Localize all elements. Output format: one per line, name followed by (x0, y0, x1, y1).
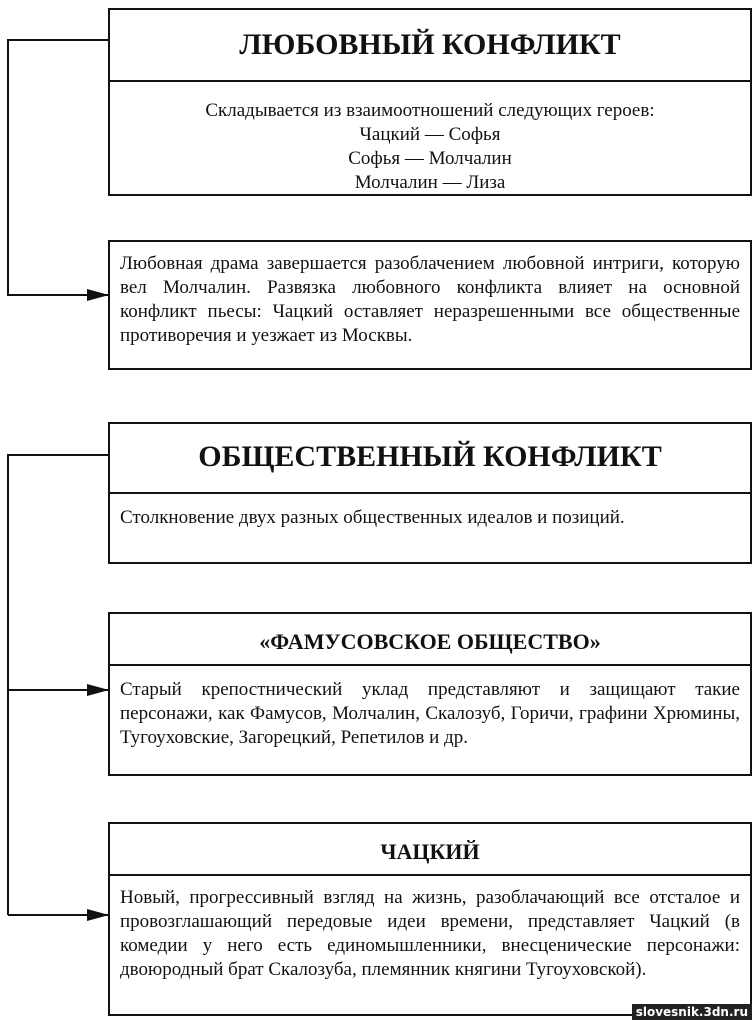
social-connector-spine (8, 455, 108, 915)
watermark: slovesnik.3dn.ru (632, 1004, 752, 1020)
pair-chatsky-sofya: Чацкий — Софья (359, 124, 501, 145)
social-divider (110, 492, 750, 494)
love-connector (8, 40, 108, 295)
love-divider (110, 80, 750, 82)
love-outcome-text: Любовная драма завершается разоблачением любовной интриги, которую вел Молчалин. Развязка любовного конфликта влияет на основной конфликт пьесы: Чацкий оставляет неразрешенными все общественные противоречия и уезжает из Москвы. (120, 253, 740, 346)
famusov-society-text: Старый крепостнический уклад представляют и защищают такие персонажи, как Фамусов, Молчалин, Скалозуб, Горичи, графини Хрюмины, Тугоуховские, Загорецкий, Репетилов и др. (120, 679, 740, 748)
chatsky-divider (110, 874, 750, 876)
love-conflict-intro: Складывается из взаимоотношений следующих героев: (205, 100, 655, 121)
pair-sofya-molchalin: Софья — Молчалин (348, 148, 512, 169)
love-conflict-title: ЛЮБОВНЫЙ КОНФЛИКТ (239, 28, 621, 61)
famusov-divider (110, 664, 750, 666)
love-outcome-box (108, 240, 752, 370)
social-conflict-box (108, 422, 752, 564)
famusov-society-title: «ФАМУСОВСКОЕ ОБЩЕСТВО» (259, 629, 601, 654)
chatsky-text: Новый, прогрессивный взгляд на жизнь, разоблачающий все отсталое и провозглашающий передовые идеи времени, представляет Чацкий (в комедии у него есть единомышленники, внесценические персонажи: двоюродный брат Скалозуба, племянник княгини Тугоуховской). (120, 887, 740, 980)
social-conflict-description: Столкновение двух разных общественных идеалов и позиций. (120, 507, 625, 528)
pair-molchalin-liza: Молчалин — Лиза (354, 172, 506, 193)
chatsky-box (108, 822, 752, 1016)
love-conflict-box (108, 8, 752, 196)
famusov-society-box (108, 612, 752, 776)
chatsky-title: ЧАЦКИЙ (380, 839, 480, 864)
social-conflict-title: ОБЩЕСТВЕННЫЙ КОНФЛИКТ (198, 440, 662, 473)
